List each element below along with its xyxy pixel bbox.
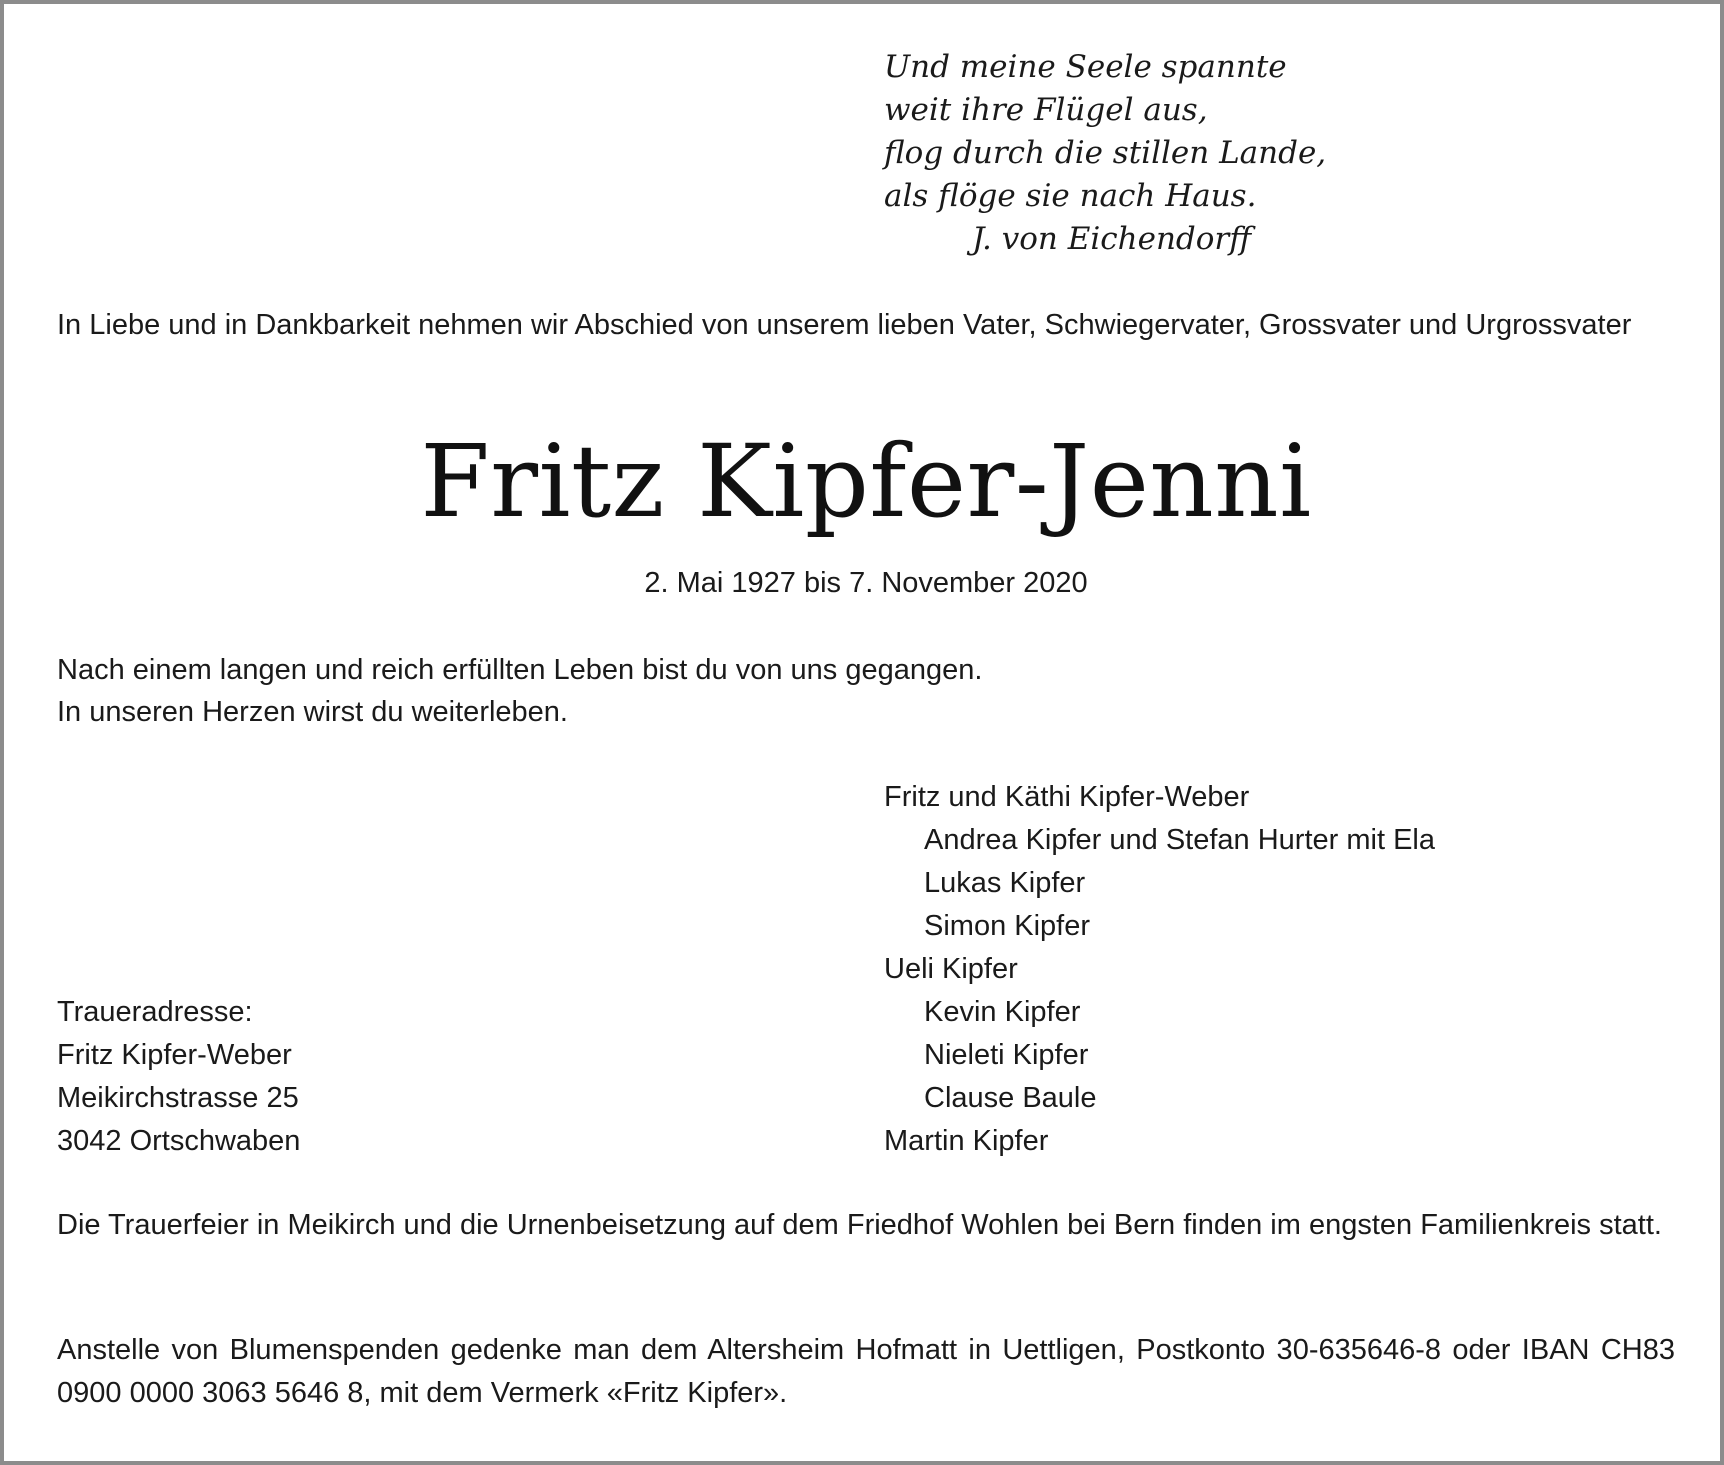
address-label: Traueradresse:	[57, 996, 253, 1028]
poem-author: J. von Eichendorff	[972, 221, 1252, 257]
family-member: Clause Baule	[924, 1082, 1097, 1114]
family-member: Andrea Kipfer und Stefan Hurter mit Ela	[924, 824, 1435, 856]
poem-line: Und meine Seele spannte	[884, 49, 1287, 85]
poem-line: als flöge sie nach Haus.	[884, 178, 1257, 214]
life-dates: 2. Mai 1927 bis 7. November 2020	[644, 567, 1088, 599]
family-member: Ueli Kipfer	[884, 953, 1018, 985]
poem-quote	[884, 46, 1326, 261]
poem-line: weit ihre Flügel aus,	[884, 92, 1208, 128]
message-line: Nach einem langen und reich erfüllten Leben bist du von uns gegangen.	[57, 654, 983, 686]
family-member: Nieleti Kipfer	[924, 1039, 1089, 1071]
address-city: 3042 Ortschwaben	[57, 1125, 301, 1157]
donation-text: Anstelle von Blumenspenden gedenke man dem Altersheim Hofmatt in Uettligen, Postkonto 30-635646-8 oder IBAN CH83 0900 0000 3063 5646 8, mit dem Vermerk «Fritz Kipfer».	[57, 1334, 1675, 1409]
address-name: Fritz Kipfer-Weber	[57, 1039, 292, 1071]
family-list	[884, 776, 1435, 1163]
family-member: Kevin Kipfer	[924, 996, 1081, 1028]
ceremony-text: Die Trauerfeier in Meikirch und die Urnenbeisetzung auf dem Friedhof Wohlen bei Bern finden im engsten Familienkreis statt.	[57, 1209, 1662, 1241]
family-member: Fritz und Käthi Kipfer-Weber	[884, 781, 1250, 813]
mourning-address	[57, 991, 300, 1163]
address-street: Meikirchstrasse 25	[57, 1082, 299, 1114]
poem-line: flog durch die stillen Lande,	[884, 135, 1327, 171]
family-member: Martin Kipfer	[884, 1125, 1049, 1157]
family-member: Simon Kipfer	[924, 910, 1091, 942]
family-member: Lukas Kipfer	[924, 867, 1086, 899]
deceased-name: Fritz Kipfer-Jenni	[420, 423, 1312, 540]
message-line: In unseren Herzen wirst du weiterleben.	[57, 696, 568, 728]
intro-text: In Liebe und in Dankbarkeit nehmen wir Abschied von unserem lieben Vater, Schwiegervater, Grossvater und Urgrossvater	[57, 309, 1632, 341]
farewell-message	[57, 649, 982, 733]
